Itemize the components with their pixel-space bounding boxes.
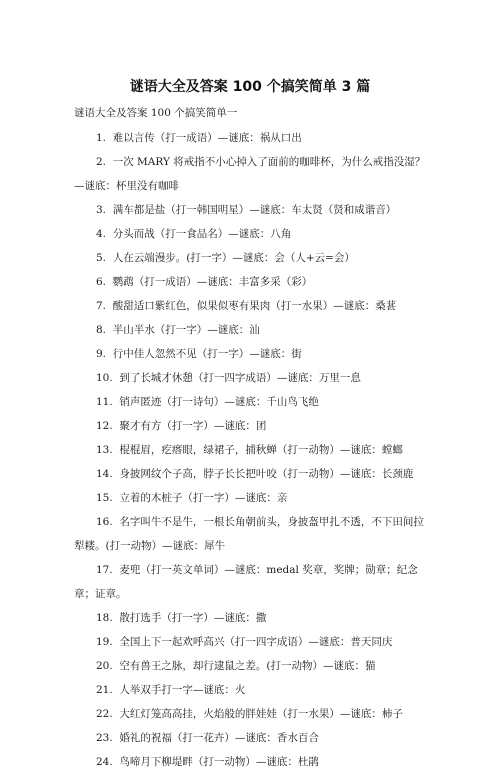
riddle-text: 鹦鹉（打一成语）—谜底：丰富多采（彩） — [112, 276, 313, 288]
riddle-item — [74, 222, 426, 246]
riddle-text: 销声匿迹（打一诗句）—谜底：千山鸟飞绝 — [119, 396, 319, 408]
riddle-item — [74, 510, 426, 558]
riddle-number: 21. — [96, 684, 113, 696]
riddle-number: 15. — [96, 492, 113, 504]
riddle-text: 半山半水（打一字）—谜底：汕 — [112, 324, 260, 336]
riddle-text: 到了长城才休憩（打一四字成语）—谜底：万里一息 — [119, 372, 361, 384]
riddle-item — [74, 702, 426, 726]
riddle-number: 4. — [96, 228, 107, 240]
riddle-number: 16. — [96, 516, 113, 528]
riddle-text: 聚才有方（打一字）—谜底：团 — [119, 420, 267, 432]
riddle-number: 23. — [96, 732, 113, 744]
riddle-text: 麦兜（打一英文单词）—谜底：medal 奖章，奖牌；勋章；纪念章；证章。 — [74, 564, 418, 600]
section-subtitle: 谜语大全及答案 100 个搞笑简单一 — [74, 107, 238, 119]
riddle-item — [74, 270, 426, 294]
riddle-number: 9. — [96, 348, 107, 360]
riddle-number: 17. — [96, 564, 113, 576]
riddle-item — [74, 630, 426, 654]
riddle-number: 2. — [96, 156, 107, 168]
riddle-item — [74, 150, 426, 198]
riddle-item — [74, 678, 426, 702]
riddle-text: 难以言传（打一成语）—谜底：祸从口出 — [112, 132, 302, 144]
riddle-text: 行中佳人忽然不见（打一字）—谜底：街 — [112, 348, 302, 360]
riddle-item — [74, 294, 426, 318]
riddle-item — [74, 366, 426, 390]
riddle-item — [74, 414, 426, 438]
riddle-text: 人举双手打一字—谜底：火 — [119, 684, 246, 696]
riddle-number: 13. — [96, 444, 113, 456]
riddle-number: 14. — [96, 468, 113, 480]
riddle-item — [74, 462, 426, 486]
riddle-text: 满车都是盐（打一韩国明星）—谜底：车太贤（贤和咸谐音） — [112, 204, 397, 216]
riddle-item — [74, 486, 426, 510]
riddle-number: 11. — [96, 396, 113, 408]
riddle-item — [74, 750, 426, 774]
riddle-number: 19. — [96, 636, 113, 648]
riddle-text: 身披网纹个子高，脖子长长把叶咬（打一动物）—谜底：长颈鹿 — [119, 468, 414, 480]
riddle-text: 立着的木桩子（打一字）—谜底：亲 — [119, 492, 288, 504]
riddle-number: 3. — [96, 204, 107, 216]
riddle-list — [74, 126, 426, 774]
riddle-text: 婚礼的祝福（打一花卉）—谜底：香水百合 — [119, 732, 319, 744]
riddle-text: 名字叫牛不是牛，一根长角朝前头，身披盔甲扎不透，不下田间拉犁耧。(打一动物）—谜底：犀牛 — [74, 516, 424, 552]
riddle-text: 散打选手（打一字）—谜底：撒 — [119, 612, 267, 624]
riddle-number: 6. — [96, 276, 107, 288]
riddle-number: 5. — [96, 252, 107, 264]
riddle-number: 7. — [96, 300, 107, 312]
page-title: 谜语大全及答案 100 个搞笑简单 3 篇 — [129, 79, 371, 95]
riddle-number: 1. — [96, 132, 107, 144]
riddle-item — [74, 558, 426, 606]
riddle-number: 10. — [96, 372, 113, 384]
riddle-item — [74, 126, 426, 150]
riddle-item — [74, 726, 426, 750]
riddle-text: 人在云端漫步。(打一字）—谜底：会（人+云=会） — [112, 252, 355, 264]
riddle-number: 24. — [96, 756, 113, 768]
riddle-text: 全国上下一起欢呼高兴（打一四字成语）—谜底：普天同庆 — [119, 636, 393, 648]
riddle-item — [74, 342, 426, 366]
riddle-number: 8. — [96, 324, 107, 336]
riddle-text: 棍棍眉，疙瘩眼，绿裙子，捕秋蝉（打一动物）—谜底：螳螂 — [119, 444, 403, 456]
riddle-number: 12. — [96, 420, 113, 432]
riddle-text: 酸甜适口紫红色，似果似枣有果肉（打一水果）—谜底：桑葚 — [112, 300, 397, 312]
riddle-item — [74, 654, 426, 678]
riddle-item — [74, 246, 426, 270]
riddle-item — [74, 318, 426, 342]
riddle-text: 鸟啼月下柳堤畔（打一动物）—谜底：杜鹃 — [119, 756, 319, 768]
riddle-number: 22. — [96, 708, 113, 720]
riddle-item — [74, 606, 426, 630]
riddle-item — [74, 198, 426, 222]
riddle-number: 20. — [96, 660, 113, 672]
riddle-text: 一次 MARY 将戒指不小心掉入了面前的咖啡杯，为什么戒指没湿？—谜底：杯里没有咖啡 — [74, 156, 426, 192]
riddle-text: 分头而战（打一食品名）—谜底：八角 — [112, 228, 292, 240]
riddle-item — [74, 438, 426, 462]
riddle-text: 大红灯笼高高挂，火焰般的胖娃娃（打一水果）—谜底：柿子 — [119, 708, 403, 720]
riddle-item — [74, 390, 426, 414]
riddle-number: 18. — [96, 612, 113, 624]
riddle-text: 空有兽王之脉，却行逮鼠之差。(打一动物）—谜底：猫 — [119, 660, 376, 672]
